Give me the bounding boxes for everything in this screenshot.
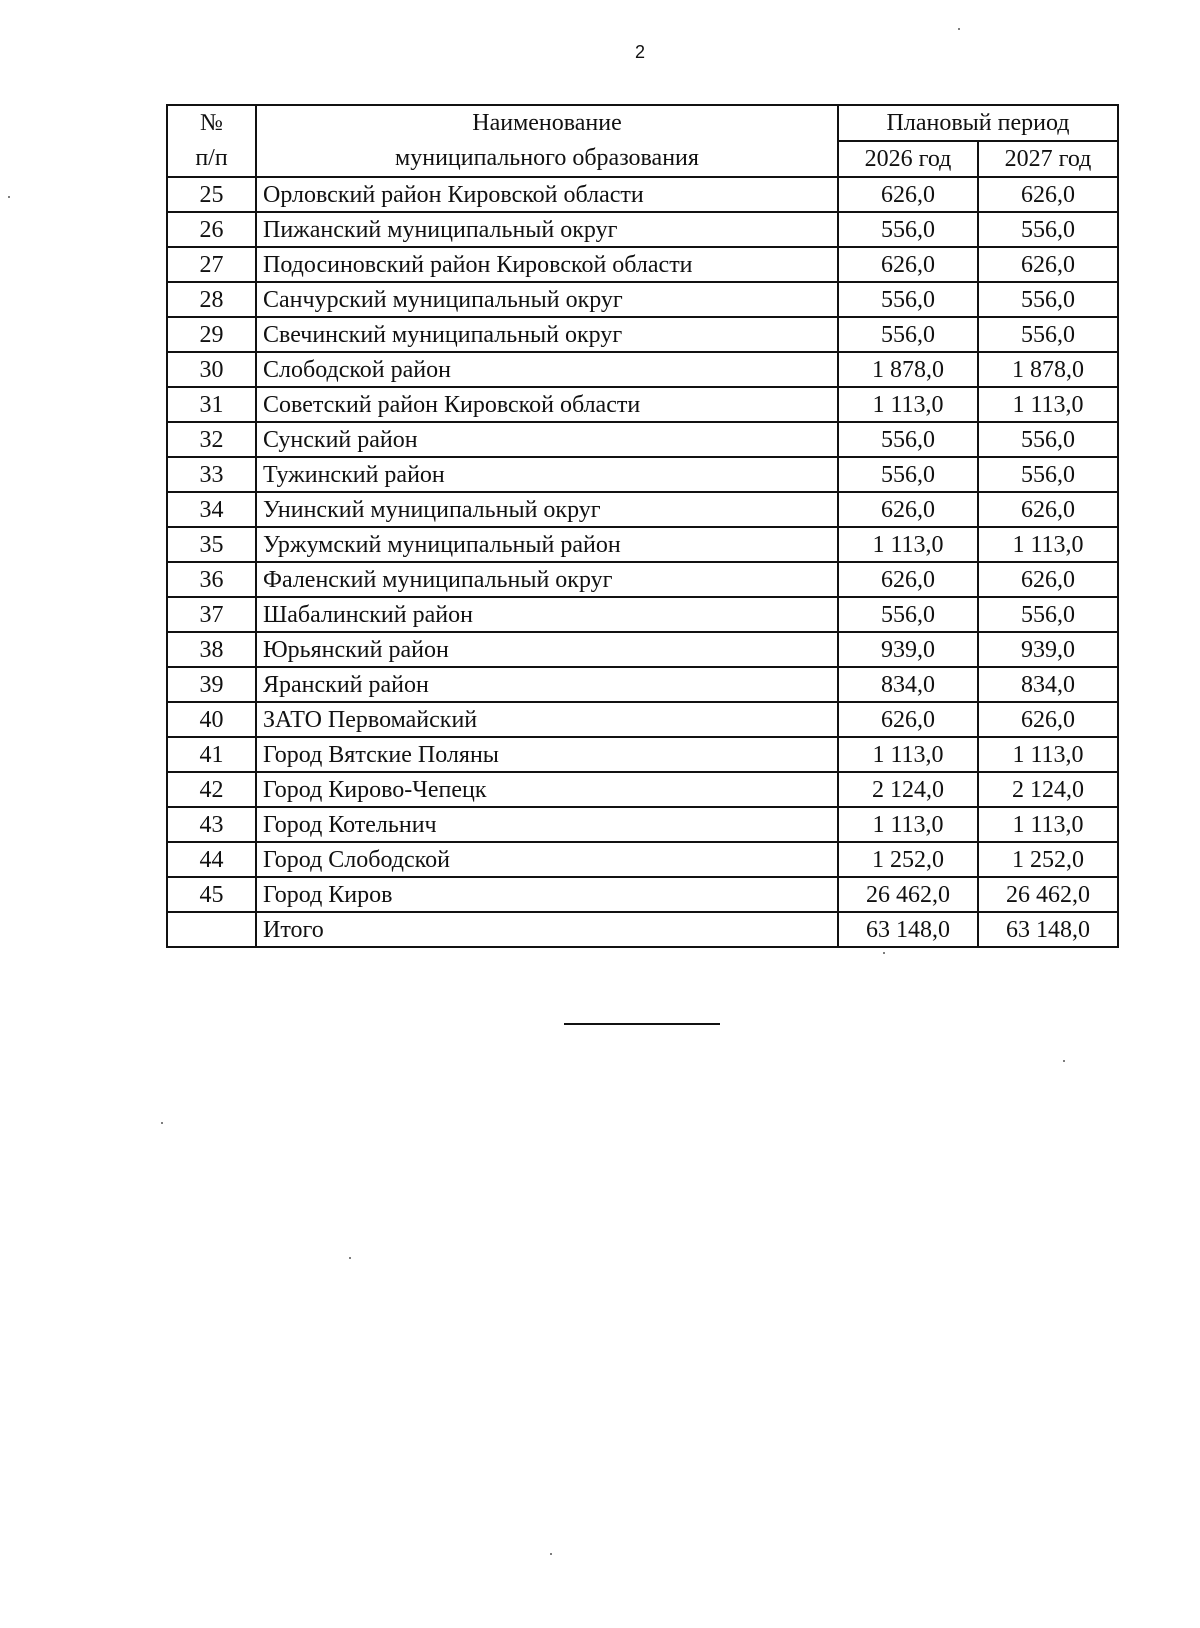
amount-2026: 1 878,0 — [838, 352, 978, 387]
table-row — [167, 632, 1118, 667]
row-number: 27 — [167, 247, 256, 282]
table-row — [167, 842, 1118, 877]
municipality-name: Город Котельнич — [256, 807, 838, 842]
scan-speck — [349, 1257, 351, 1259]
total-row — [167, 912, 1118, 947]
municipality-name: Тужинский район — [256, 457, 838, 492]
scan-speck — [161, 1122, 163, 1124]
amount-2027: 556,0 — [978, 457, 1118, 492]
municipality-name: Юрьянский район — [256, 632, 838, 667]
row-number: 41 — [167, 737, 256, 772]
amount-2027: 556,0 — [978, 422, 1118, 457]
scan-speck — [8, 196, 10, 198]
amount-2026: 26 462,0 — [838, 877, 978, 912]
amount-2027: 556,0 — [978, 212, 1118, 247]
amount-2026: 626,0 — [838, 702, 978, 737]
row-number: 33 — [167, 457, 256, 492]
table-row — [167, 737, 1118, 772]
header-municipality-line2: муниципального образования — [395, 145, 699, 171]
table-row — [167, 282, 1118, 317]
amount-2026: 626,0 — [838, 492, 978, 527]
amount-2026: 1 113,0 — [838, 737, 978, 772]
amount-2026: 834,0 — [838, 667, 978, 702]
row-number: 38 — [167, 632, 256, 667]
amount-2026: 556,0 — [838, 457, 978, 492]
scan-speck — [1063, 1060, 1065, 1062]
municipality-name: Яранский район — [256, 667, 838, 702]
row-number: 35 — [167, 527, 256, 562]
row-number: 29 — [167, 317, 256, 352]
amount-2026: 1 113,0 — [838, 387, 978, 422]
header-municipality — [256, 105, 838, 177]
allocation-table — [166, 104, 1119, 948]
amount-2027: 1 113,0 — [978, 807, 1118, 842]
amount-2026: 1 252,0 — [838, 842, 978, 877]
closing-separator-line — [564, 1023, 720, 1025]
municipality-name: Свечинский муниципальный округ — [256, 317, 838, 352]
scan-speck — [958, 28, 960, 30]
header-municipality-line1: Наименование — [472, 110, 622, 136]
row-number: 31 — [167, 387, 256, 422]
amount-2027: 26 462,0 — [978, 877, 1118, 912]
table-row — [167, 807, 1118, 842]
amount-2027: 1 113,0 — [978, 387, 1118, 422]
table-row — [167, 877, 1118, 912]
amount-2026: 626,0 — [838, 177, 978, 212]
table-row — [167, 772, 1118, 807]
amount-2026: 1 113,0 — [838, 527, 978, 562]
amount-2026: 626,0 — [838, 562, 978, 597]
amount-2027: 626,0 — [978, 247, 1118, 282]
amount-2027: 1 252,0 — [978, 842, 1118, 877]
row-number: 37 — [167, 597, 256, 632]
table-row — [167, 597, 1118, 632]
table-row — [167, 387, 1118, 422]
header-year-2027: 2027 год — [978, 141, 1118, 177]
amount-2026: 556,0 — [838, 282, 978, 317]
municipality-name: Итого — [256, 912, 838, 947]
amount-2027: 2 124,0 — [978, 772, 1118, 807]
amount-2027: 626,0 — [978, 492, 1118, 527]
amount-2027: 556,0 — [978, 282, 1118, 317]
row-number: 26 — [167, 212, 256, 247]
amount-2027: 1 878,0 — [978, 352, 1118, 387]
row-number: 43 — [167, 807, 256, 842]
row-number: 34 — [167, 492, 256, 527]
header-planned-period: Плановый период — [838, 105, 1118, 141]
scan-speck — [883, 952, 885, 954]
amount-2027: 626,0 — [978, 702, 1118, 737]
amount-2027: 556,0 — [978, 317, 1118, 352]
municipality-name: Город Слободской — [256, 842, 838, 877]
municipality-name: Унинский муниципальный округ — [256, 492, 838, 527]
amount-2026: 556,0 — [838, 212, 978, 247]
amount-2027: 1 113,0 — [978, 737, 1118, 772]
row-number — [167, 912, 256, 947]
header-number-line1: № — [200, 110, 223, 136]
row-number: 40 — [167, 702, 256, 737]
header-number — [167, 105, 256, 177]
table-header — [167, 105, 1118, 177]
table-row — [167, 667, 1118, 702]
municipality-name: Город Киров — [256, 877, 838, 912]
table-row — [167, 492, 1118, 527]
amount-2026: 1 113,0 — [838, 807, 978, 842]
municipality-name: ЗАТО Первомайский — [256, 702, 838, 737]
table-row — [167, 527, 1118, 562]
table-row — [167, 422, 1118, 457]
table-row — [167, 562, 1118, 597]
municipality-name: Шабалинский район — [256, 597, 838, 632]
amount-2026: 556,0 — [838, 317, 978, 352]
amount-2026: 626,0 — [838, 247, 978, 282]
amount-2027: 63 148,0 — [978, 912, 1118, 947]
row-number: 45 — [167, 877, 256, 912]
municipality-name: Уржумский муниципальный район — [256, 527, 838, 562]
row-number: 30 — [167, 352, 256, 387]
row-number: 25 — [167, 177, 256, 212]
header-year-2026: 2026 год — [838, 141, 978, 177]
table-row — [167, 317, 1118, 352]
scan-speck — [550, 1553, 552, 1555]
row-number: 28 — [167, 282, 256, 317]
amount-2026: 939,0 — [838, 632, 978, 667]
municipality-name: Фаленский муниципальный округ — [256, 562, 838, 597]
row-number: 39 — [167, 667, 256, 702]
municipality-name: Город Кирово-Чепецк — [256, 772, 838, 807]
municipality-name: Пижанский муниципальный округ — [256, 212, 838, 247]
municipality-name: Город Вятские Поляны — [256, 737, 838, 772]
table-row — [167, 702, 1118, 737]
row-number: 44 — [167, 842, 256, 877]
municipality-name: Подосиновский район Кировской области — [256, 247, 838, 282]
table-body — [167, 177, 1118, 947]
row-number: 42 — [167, 772, 256, 807]
table-row — [167, 352, 1118, 387]
amount-2026: 556,0 — [838, 422, 978, 457]
amount-2027: 626,0 — [978, 177, 1118, 212]
header-number-line2: п/п — [195, 145, 228, 171]
amount-2027: 834,0 — [978, 667, 1118, 702]
row-number: 32 — [167, 422, 256, 457]
amount-2026: 63 148,0 — [838, 912, 978, 947]
page-number: 2 — [634, 42, 645, 62]
table-row — [167, 177, 1118, 212]
amount-2027: 556,0 — [978, 597, 1118, 632]
municipality-name: Советский район Кировской области — [256, 387, 838, 422]
municipality-name: Орловский район Кировской области — [256, 177, 838, 212]
table-row — [167, 247, 1118, 282]
municipality-name: Слободской район — [256, 352, 838, 387]
amount-2026: 2 124,0 — [838, 772, 978, 807]
table-row — [167, 457, 1118, 492]
row-number: 36 — [167, 562, 256, 597]
amount-2026: 556,0 — [838, 597, 978, 632]
amount-2027: 1 113,0 — [978, 527, 1118, 562]
table-row — [167, 212, 1118, 247]
municipality-name: Санчурский муниципальный округ — [256, 282, 838, 317]
amount-2027: 939,0 — [978, 632, 1118, 667]
municipality-name: Сунский район — [256, 422, 838, 457]
amount-2027: 626,0 — [978, 562, 1118, 597]
